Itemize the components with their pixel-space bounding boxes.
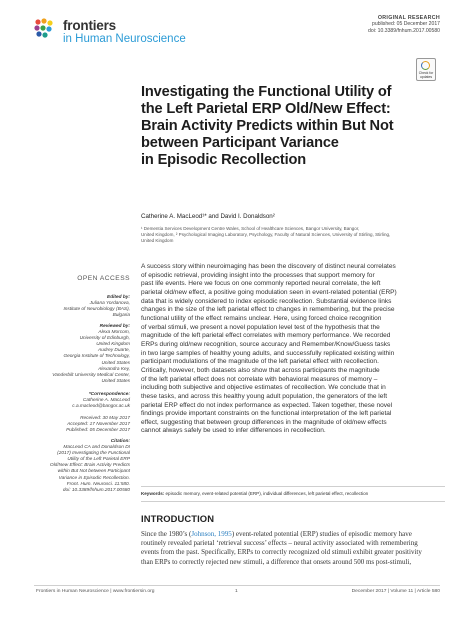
reviewer-line: University of Edinburgh, xyxy=(79,336,130,342)
received-date: Received: 30 May 2017 xyxy=(80,416,130,421)
check-updates-icon xyxy=(421,61,430,70)
reviewed-by-label: Reviewed by: xyxy=(99,324,130,329)
citation-line: Variance in Episodic Recollection. xyxy=(58,475,130,481)
abstract-line: A success story within neuroimaging has been the discovery of distinct neural correlates xyxy=(141,263,396,270)
published-date-side: Published: 05 December 2017 xyxy=(66,428,130,434)
abstract-line: parietal old/new effect, a positive going modulation seen in event-related potential (ERP) xyxy=(141,288,397,296)
abstract xyxy=(141,263,445,436)
accepted-date: Accepted: 17 November 2017 xyxy=(67,422,130,428)
citation-line: MacLeod CA and Donaldson DI xyxy=(63,445,130,451)
abstract-line: of episodic retrieval, providing insight into the processes that support memory for xyxy=(141,271,375,279)
abstract-line: past life events. Here we focus on one commonly reported neural correlate, the left xyxy=(141,280,381,288)
citation-link[interactable]: Johnson, 1995 xyxy=(191,530,232,538)
title-line: Brain Activity Predicts within But Not xyxy=(141,118,394,134)
citation-label: Citation: xyxy=(110,439,130,444)
editor-line: Institute of Neurobiology (BAS), xyxy=(63,307,130,313)
abstract-line: including both subjective and objective estimates of recollection. We conclude that in xyxy=(141,384,386,392)
edited-by-block xyxy=(38,295,130,319)
correspondence-name: Catherine A. MacLeod xyxy=(82,398,130,404)
brand-name: frontiers xyxy=(63,18,116,33)
editor-line: Bulgaria xyxy=(112,313,130,319)
article-title xyxy=(141,84,441,169)
journal-logo[interactable] xyxy=(32,14,192,50)
abstract-line: of verbal stimuli, we present a novel population level test of the hypothesis that the xyxy=(141,323,380,331)
abstract-line: ERPs during old/new recognition, source accuracy and Remember/Know/Guess tasks xyxy=(141,340,391,348)
abstract-line: findings provide important constraints on the functional interpretation of the left parietal xyxy=(141,410,392,418)
article-doi[interactable]: doi: 10.3389/fnhum.2017.00580 xyxy=(368,27,440,34)
page-number: 1 xyxy=(235,589,238,594)
check-for-updates-badge[interactable] xyxy=(416,58,436,81)
intro-line: events from the past. Specifically, ERPs to correctly recognized old stimuli exhibit greater positivity xyxy=(141,548,422,557)
reviewer-line: United Kingdom xyxy=(96,342,130,348)
citation-line: Utility of the Left Parietal ERP xyxy=(67,457,130,463)
intro-line xyxy=(141,530,445,539)
footer-divider xyxy=(34,585,440,586)
citation-line: Old/New Effect: Brain Activity Predicts xyxy=(49,463,130,469)
footer-volume: December 2017 | Volume 11 | Article 580 xyxy=(351,589,440,594)
title-line: the Left Parietal ERP Old/New Effect: xyxy=(141,101,391,117)
keywords-label: Keywords: xyxy=(141,491,165,496)
citation-block xyxy=(38,439,130,494)
article-meta xyxy=(280,15,440,34)
correspondence-block xyxy=(38,392,130,410)
abstract-line: participant modulations of the magnitude of the left parietal effect with recollection. xyxy=(141,358,379,366)
citation-line: Front. Hum. Neurosci. 11:580. xyxy=(66,481,130,487)
authors: Catherine A. MacLeod¹* and David I. Donaldson² xyxy=(141,213,275,220)
abstract-line: cannot always safely be used to infer differences in recollection. xyxy=(141,427,326,435)
editor-line: Juliana Yordanova, xyxy=(89,301,130,307)
correspondence-email[interactable]: c.a.macleod@bangor.ac.uk xyxy=(72,404,130,410)
abstract-line: in two large samples of healthy young adults, and successfully replicated existing within xyxy=(141,349,395,357)
citation-line[interactable]: doi: 10.3389/fnhum.2017.00580 xyxy=(62,487,130,493)
keywords xyxy=(141,491,445,496)
keywords-text: episodic memory, event-related potential (ERP), individual differences, left parietal effect, recollection xyxy=(165,491,369,496)
title-line: in Episodic Recollection xyxy=(141,152,307,168)
citation-line: (2017) Investigating the Functional xyxy=(57,451,130,457)
title-line: between Participant Variance xyxy=(141,135,339,151)
abstract-line: effect, suggesting that between group differences in the magnitude of old/new effects xyxy=(141,418,387,426)
intro-line: routinely revealed parietal ‘retrieval success’ effects – neural activity associated with remembering xyxy=(141,539,418,548)
reviewer-line: Alexa Morcom, xyxy=(98,330,130,336)
affiliations xyxy=(141,226,443,245)
abstract-line: magnitude of the left parietal effect correlates with memory performance. We recorded xyxy=(141,332,391,340)
affiliation-line: United Kingdom xyxy=(141,238,174,244)
introduction-heading: INTRODUCTION xyxy=(141,513,215,524)
intro-text: ) event-related potential (ERP) studies of episodic memory have xyxy=(231,530,412,538)
abstract-line: of the left parietal effect does not correlate with behavioral measures of memory – xyxy=(141,375,378,383)
open-access-label: OPEN ACCESS xyxy=(77,275,130,282)
reviewer-line: Alexandra Key, xyxy=(98,366,130,372)
frontiers-logo-icon xyxy=(32,16,60,44)
correspondence-label: *Correspondence: xyxy=(88,392,130,397)
abstract-line: these tasks, and across this healthy young adult population, the generators of the left xyxy=(141,392,388,400)
divider xyxy=(141,486,445,487)
check-updates-text-2: updates xyxy=(419,74,433,79)
affiliation-line: United Kingdom, ² Psychological Imaging Laboratory, Psychology, Faculty of Natural Sciences, University of Stirling, Stirling, xyxy=(141,232,391,238)
abstract-line: parietal ERP effect do not index performance as expected. Taken together, these novel xyxy=(141,401,393,409)
reviewer-line: Audrey Duarte, xyxy=(98,348,130,354)
abstract-line: Critically, however, both datasets also show that across participants the magnitude xyxy=(141,366,380,374)
intro-text: Since the 1980’s ( xyxy=(141,530,192,538)
divider xyxy=(141,501,445,502)
intro-line: than ERPs to correctly rejected new stimuli, a difference that onsets around 500 ms post-stimuli, xyxy=(141,557,412,566)
introduction-text xyxy=(141,530,445,567)
title-line: Investigating the Functional Utility of xyxy=(141,84,392,100)
reviewer-line: United States xyxy=(101,378,130,384)
edited-by-label: Edited by: xyxy=(107,295,130,300)
article-type: ORIGINAL RESEARCH xyxy=(377,15,440,21)
abstract-line: functional utility of the effect remains unclear. Here, using forced choice recognition xyxy=(141,314,382,322)
affiliation-line: ¹ Dementia Services Development Centre Wales, School of Healthcare Sciences, Bangor University, Bangor, xyxy=(141,226,360,231)
footer-journal[interactable]: Frontiers in Human Neuroscience | www.frontiersin.org xyxy=(36,589,155,594)
reviewer-line: Vanderbilt University Medical Center, xyxy=(52,372,130,378)
reviewed-by-block xyxy=(38,324,130,385)
reviewer-line: United States xyxy=(101,360,130,366)
reviewer-line: Georgia Institute of Technology, xyxy=(63,354,130,360)
dates-block xyxy=(38,416,130,434)
published-date: published: 05 December 2017 xyxy=(372,21,440,28)
journal-name: in Human Neuroscience xyxy=(63,33,186,45)
check-updates-text-1: Check for xyxy=(418,71,434,75)
abstract-line: changes in the size of the left parietal effect to changes in remembering, but the precise xyxy=(141,306,395,314)
citation-line: within But Not between Participant xyxy=(57,469,130,475)
abstract-line: data that is widely considered to index episodic recollection. Substantial evidence links xyxy=(141,297,392,305)
